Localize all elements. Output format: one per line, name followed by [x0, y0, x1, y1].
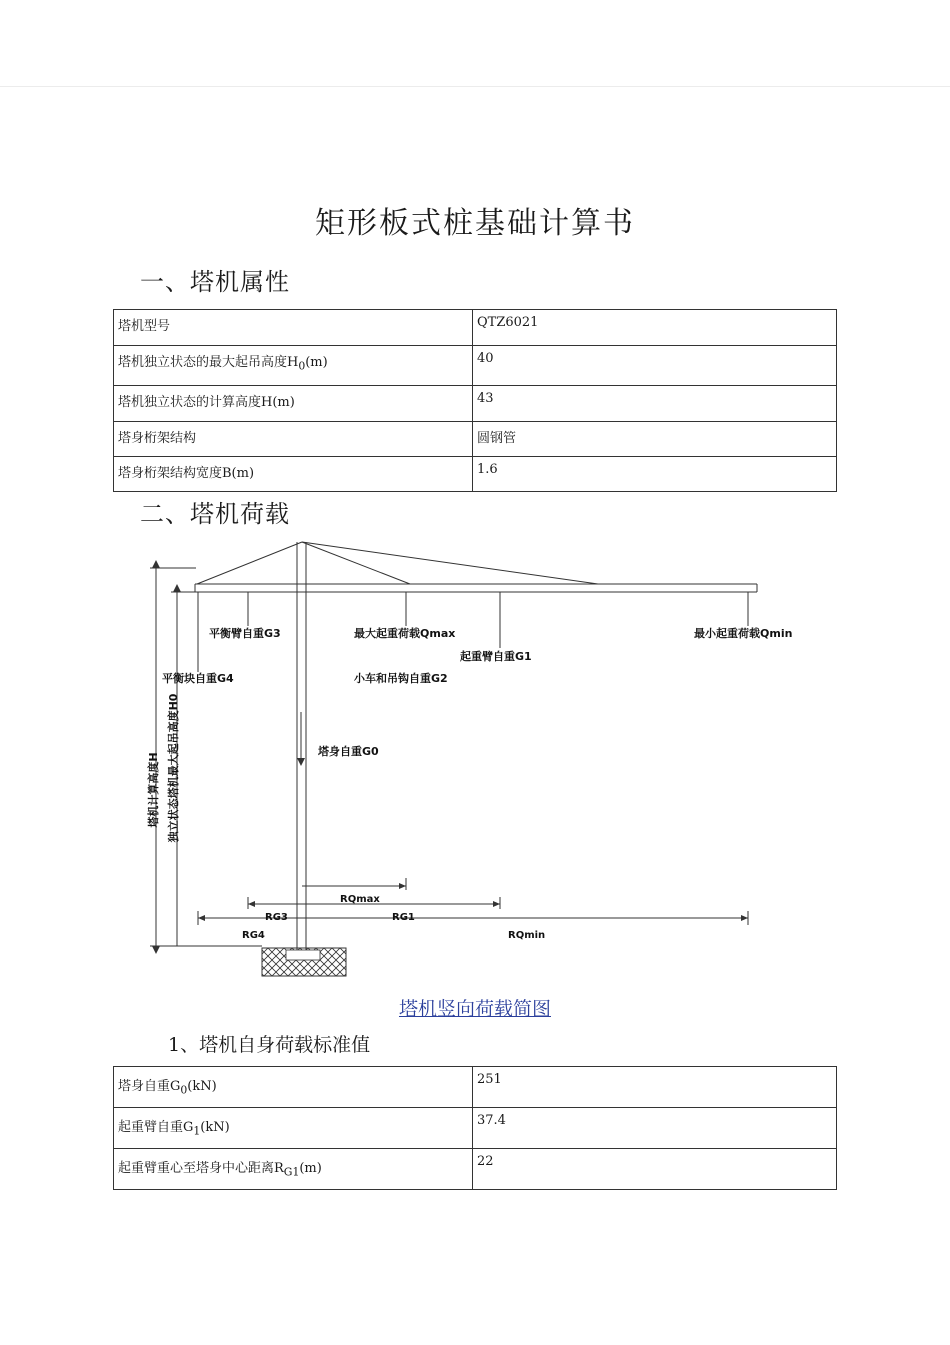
section-heading-tower-loads: 二、塔机荷载	[140, 500, 290, 528]
label-qmax: 最大起重荷载Qmax	[354, 627, 456, 640]
row-label-unit: (m)	[305, 355, 328, 370]
row-label-unit: (kN)	[200, 1120, 230, 1135]
rqmax-arrowhead-right	[399, 883, 406, 889]
self-load-table	[113, 1066, 837, 1190]
row-label	[114, 1149, 473, 1190]
arrowheads	[152, 560, 748, 954]
height-h-arrowhead-bottom	[152, 946, 160, 954]
label-rqmin: RQmin	[508, 930, 546, 941]
row-value: QTZ6021	[473, 310, 837, 346]
row-label-main: 起重臂自重G	[118, 1120, 194, 1135]
jib-tie-short	[302, 542, 410, 584]
label-g4: 平衡块自重G4	[162, 672, 234, 685]
rg1-arrowhead-right	[493, 901, 500, 907]
row-label-unit: (kN)	[187, 1079, 217, 1094]
diagram-labels	[146, 626, 792, 941]
rqmin-arrowhead-right	[741, 915, 748, 921]
g0-arrowhead	[297, 758, 305, 766]
label-g2: 小车和吊钩自重G2	[354, 672, 448, 685]
label-h: 塔机计算高度H	[147, 752, 160, 828]
row-value: 圆钢管	[473, 422, 837, 457]
row-value: 43	[473, 386, 837, 422]
row-value: 251	[473, 1067, 837, 1108]
table-row	[114, 1149, 837, 1190]
height-h-arrowhead-top	[152, 560, 160, 568]
row-value: 1.6	[473, 457, 837, 492]
table-row	[114, 1108, 837, 1149]
rg3-arrowhead-left	[248, 901, 255, 907]
mast-base-plate	[286, 950, 320, 960]
row-label-subscript: 1	[193, 1124, 201, 1138]
label-rg3: RG3	[265, 912, 288, 923]
diagram-caption-link[interactable]: 塔机竖向荷载简图	[398, 998, 551, 1020]
jib-tie-long	[302, 542, 598, 584]
row-label-subscript: 0	[180, 1083, 188, 1097]
row-value: 22	[473, 1149, 837, 1190]
row-label	[114, 1108, 473, 1149]
label-qmin: 最小起重荷载Qmin	[694, 627, 793, 640]
crane-structure	[150, 542, 757, 950]
row-label-main: 塔机独立状态的最大起吊高度H	[118, 355, 299, 370]
row-label-subscript: 0	[298, 359, 306, 373]
counter-jib-tie	[197, 542, 302, 584]
row-label: 塔身桁架结构	[114, 422, 473, 457]
label-g1: 起重臂自重G1	[460, 650, 532, 663]
label-rg4: RG4	[242, 930, 265, 941]
label-h0: 独立状态塔机最大起吊高度H0	[167, 693, 180, 843]
section-heading-tower-properties: 一、塔机属性	[140, 268, 290, 296]
height-h0-arrowhead-top	[173, 584, 181, 592]
row-label-main: 起重臂重心至塔身中心距离R	[118, 1161, 284, 1176]
row-label-unit: (m)	[299, 1161, 322, 1176]
row-label	[114, 1067, 473, 1108]
label-rg1: RG1	[392, 912, 415, 923]
document-title: 矩形板式桩基础计算书	[315, 206, 635, 241]
row-label-subscript: G1	[283, 1165, 300, 1179]
row-label: 塔机独立状态的计算高度H(m)	[114, 386, 473, 422]
row-label: 塔身桁架结构宽度B(m)	[114, 457, 473, 492]
table-row	[114, 1067, 837, 1108]
row-value: 40	[473, 346, 837, 386]
rg4-arrowhead-left	[198, 915, 205, 921]
row-value: 37.4	[473, 1108, 837, 1149]
row-label: 塔机型号	[114, 310, 473, 346]
label-g3: 平衡臂自重G3	[209, 627, 281, 640]
label-rqmax: RQmax	[340, 894, 380, 905]
subsection-heading-self-load: 1、塔机自身荷载标准值	[168, 1034, 371, 1056]
label-g0: 塔身自重G0	[318, 745, 379, 758]
row-label-main: 塔身自重G	[118, 1079, 181, 1094]
